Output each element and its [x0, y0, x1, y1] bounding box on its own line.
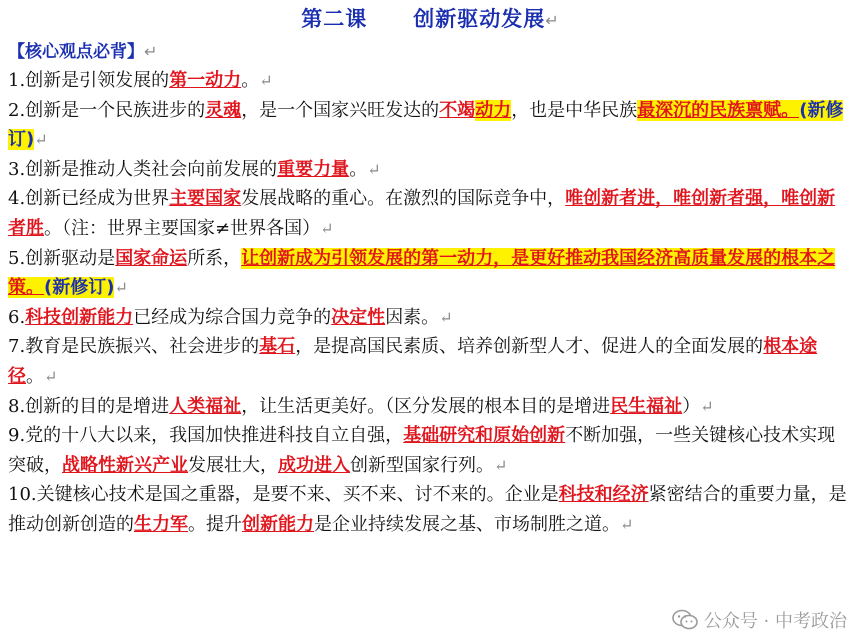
- key-phrase: 最深沉的民族禀赋。: [637, 99, 800, 121]
- item-text: ，是一个国家兴旺发达的: [241, 99, 440, 121]
- item-number: 1.: [8, 70, 26, 91]
- item-text: 创新的目的是增进: [25, 395, 170, 417]
- key-phrase: 决定性: [331, 306, 386, 328]
- section-title: 【核心观点必背】: [8, 42, 144, 62]
- item-text: 创新是一个民族进步的: [25, 99, 206, 121]
- item-text: 关键核心技术是国之重器，是要不来、买不来、讨不来的。企业是: [36, 484, 559, 506]
- item-text: 。提升: [188, 513, 242, 535]
- item-text: 。: [349, 158, 368, 180]
- item-number: 5.: [8, 247, 26, 269]
- item-text: 发展壮大，: [188, 454, 278, 476]
- key-phrase: 动力: [475, 99, 512, 121]
- item-text: 党的十八大以来，我国加快推进科技自立自强，: [25, 425, 404, 447]
- list-item: [8, 303, 853, 333]
- item-number: 2.: [8, 99, 26, 121]
- item-text: 所系，: [187, 247, 242, 269]
- list-item: [8, 480, 853, 539]
- item-number: 7.: [8, 336, 26, 358]
- key-phrase: 主要国家: [169, 188, 242, 210]
- paragraph-mark-icon: ↵: [545, 11, 560, 30]
- key-phrase: 基石: [259, 336, 296, 358]
- paragraph-mark-icon: ↵: [259, 71, 273, 90]
- key-phrase: 灵魂: [205, 99, 242, 121]
- paragraph-mark-icon: ↵: [114, 278, 128, 298]
- key-phrase: 基础研究和原始创新: [403, 425, 566, 447]
- list-item: [8, 392, 853, 422]
- page-title: [8, 4, 853, 36]
- item-text: 因素。: [385, 306, 440, 328]
- paragraph-mark-icon: ↵: [144, 42, 158, 61]
- paragraph-mark-icon: ↵: [620, 514, 634, 534]
- item-number: 4.: [8, 188, 26, 210]
- paragraph-mark-icon: ↵: [320, 218, 334, 238]
- item-number: 10.: [8, 484, 37, 506]
- key-phrase: 让创新成为引领发展的第一动力，是更好推动我国经济高质量发展的根本之策。: [8, 247, 836, 299]
- key-phrase: 国家命运: [115, 247, 188, 269]
- item-text: ，是提高国民素质、培养创新型人才、促进人的全面发展的: [295, 336, 764, 358]
- item-text: 创新驱动是: [25, 247, 116, 269]
- wechat-icon: [672, 609, 698, 631]
- point-list: [8, 66, 853, 540]
- key-phrase: 创新能力: [242, 513, 314, 535]
- key-phrase: 根本途径: [8, 336, 818, 387]
- section-heading: [8, 38, 853, 66]
- key-phrase: 生力军: [134, 513, 188, 535]
- list-item: [8, 244, 853, 303]
- revision-note: (新修订): [44, 277, 115, 299]
- list-item: [8, 155, 853, 185]
- key-phrase: 人类福祉: [169, 395, 242, 417]
- key-phrase: 不竭: [439, 99, 476, 121]
- list-item: [8, 184, 853, 243]
- item-text: 创新是引领发展的: [25, 70, 170, 91]
- key-phrase: 第一动力: [169, 70, 242, 91]
- item-number: 3.: [8, 158, 26, 180]
- item-text: 创新是推动人类社会向前发展的: [25, 158, 278, 180]
- item-number: 6.: [8, 306, 26, 328]
- key-phrase: 成功进入: [278, 454, 350, 476]
- item-number: 9.: [8, 425, 26, 447]
- paragraph-mark-icon: ↵: [439, 307, 453, 327]
- key-phrase: 科技创新能力: [25, 306, 134, 328]
- key-phrase: 重要力量: [277, 158, 350, 180]
- key-phrase: 唯创新者进，唯创新者强，唯创新者胜: [8, 188, 836, 239]
- item-text: 创新已经成为世界: [25, 188, 170, 210]
- item-text: 已经成为综合国力竞争的: [133, 306, 332, 328]
- revision-note: (新修订): [8, 99, 844, 151]
- list-item: [8, 96, 853, 155]
- key-phrase: 战略性新兴产业: [62, 454, 188, 476]
- list-item: [8, 332, 853, 391]
- paragraph-mark-icon: ↵: [494, 455, 508, 475]
- watermark-text: 公众号 · 中考政治: [703, 611, 847, 632]
- item-text: ）: [682, 395, 701, 417]
- item-text: ，让生活更美好。（区分发展的根本目的是增进: [241, 395, 611, 417]
- item-text: 教育是民族振兴、社会进步的: [25, 336, 260, 358]
- list-item: [8, 421, 853, 480]
- item-text: 发展战略的重心。在激烈的国际竞争中，: [241, 188, 566, 210]
- paragraph-mark-icon: ↵: [367, 159, 381, 179]
- list-item: [8, 66, 853, 96]
- item-text: ，也是中华民族: [511, 99, 638, 121]
- paragraph-mark-icon: ↵: [34, 130, 48, 150]
- lesson-topic: 创新驱动发展: [413, 7, 546, 31]
- item-text: 是企业持续发展之基、市场制胜之道。: [314, 513, 620, 535]
- key-phrase: 民生福祉: [610, 395, 683, 417]
- item-text: 紧密结合的重要力量，是推动创新创造的: [8, 484, 847, 535]
- paragraph-mark-icon: ↵: [700, 396, 714, 416]
- watermark: [672, 607, 847, 633]
- item-text: 创新型国家行列。: [350, 454, 494, 476]
- item-text: 。: [26, 365, 44, 387]
- item-text: 。（注：世界主要国家≠世界各国）: [44, 217, 321, 239]
- key-phrase: 科技和经济: [558, 484, 649, 506]
- paragraph-mark-icon: ↵: [44, 366, 58, 386]
- item-number: 8.: [8, 395, 26, 417]
- lesson-number: 第二课: [301, 7, 368, 31]
- item-text: 不断加强，一些关键核心技术实现突破，: [8, 425, 836, 476]
- item-text: 。: [241, 70, 260, 91]
